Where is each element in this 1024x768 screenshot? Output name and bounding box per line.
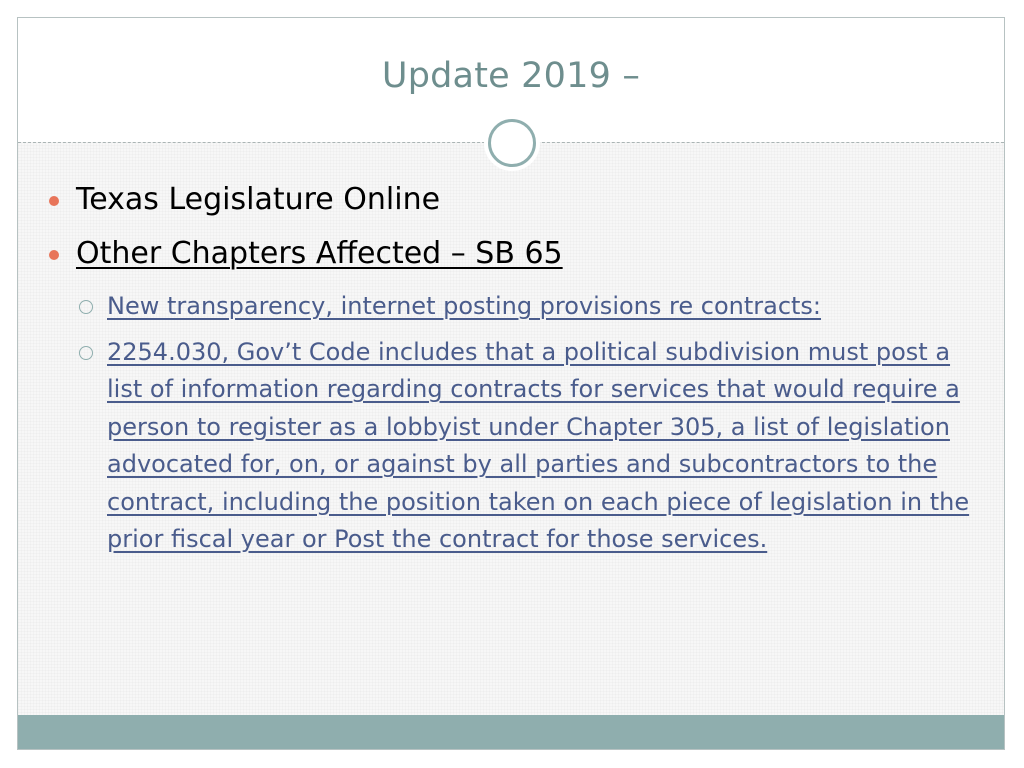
sub-bullet-item[interactable]: [46, 334, 986, 559]
bullet-link-text[interactable]: Other Chapters Affected – SB 65: [76, 236, 563, 271]
sub-bullet-circle-icon: [79, 346, 93, 360]
bullet-dot-icon: [49, 196, 59, 206]
slide: [17, 17, 1005, 750]
bullet-item-link[interactable]: [46, 234, 986, 274]
bullet-item: [46, 180, 986, 220]
sub-bullet-item[interactable]: [46, 288, 986, 326]
slide-title: Update 2019 –: [381, 56, 641, 96]
footer-bar: [18, 715, 1004, 749]
sub-bullet-link-text[interactable]: New transparency, internet posting provisions re contracts:: [107, 292, 822, 320]
slide-content: [46, 180, 986, 567]
bullet-text: Texas Legislature Online: [76, 182, 441, 217]
sub-bullet-circle-icon: [79, 300, 93, 314]
ring-ornament-icon: [488, 119, 536, 167]
sub-bullet-link-text[interactable]: 2254.030, Gov’t Code includes that a political subdivision must post a list of information regarding contracts for services that would require a person to register as a lobbyist under Chapter 305, a list of legislation advocated for, on, or against by all parties and subcontractors to the contract, including the position taken on each piece of legislation in the prior fiscal year or Post the contract for those services.: [107, 337, 970, 553]
bullet-dot-icon: [49, 250, 59, 260]
